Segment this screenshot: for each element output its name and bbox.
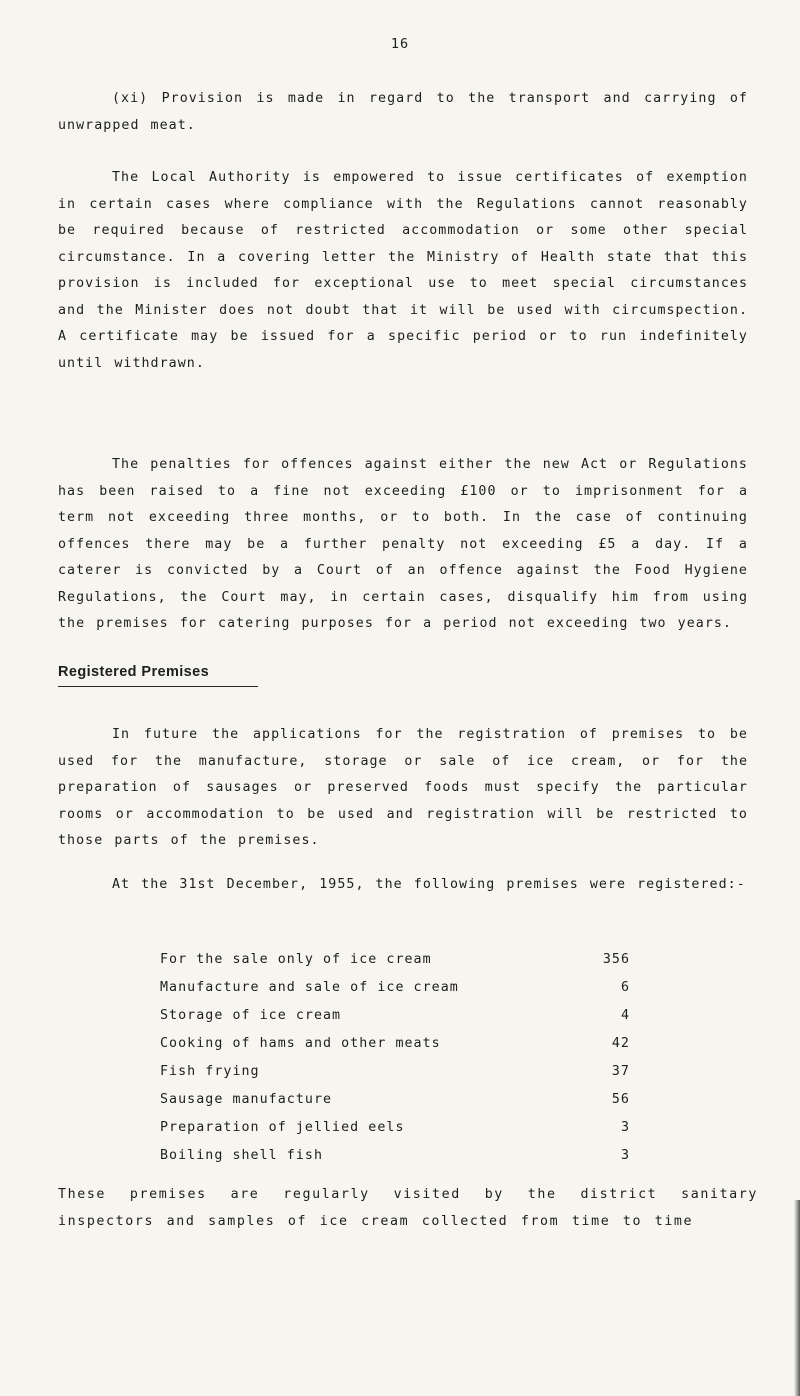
premises-count: 356 — [602, 952, 630, 967]
premises-count: 4 — [620, 1008, 630, 1023]
premises-count: 3 — [620, 1120, 630, 1135]
list-item — [160, 1142, 630, 1170]
premises-type: Cooking of hams and other meats — [160, 1036, 441, 1051]
list-item — [160, 946, 630, 974]
premises-type: For the sale only of ice cream — [160, 952, 432, 967]
heading-underline — [58, 686, 258, 687]
paragraph-registration-applications: In future the applications for the registration of premises to be used for the manufacture, storage or sale of ice cream, or for the preparation of sausages or preserved foods must specify the particular rooms or accommodation to be used and registration will be restricted to those parts of the premises. — [58, 727, 748, 848]
list-item — [160, 1086, 630, 1114]
premises-count: 42 — [611, 1036, 630, 1051]
premises-type: Storage of ice cream — [160, 1008, 342, 1023]
premises-count: 6 — [620, 980, 630, 995]
list-item — [160, 1030, 630, 1058]
list-item — [160, 1114, 630, 1142]
list-item — [160, 1002, 630, 1030]
paragraph-provision-xi: (xi) Provision is made in regard to the transport and carrying of unwrapped meat. — [58, 91, 748, 133]
premises-count: 56 — [611, 1092, 630, 1107]
paragraph-exemption-certificates: The Local Authority is empowered to issue certificates of exemption in certain cases where compliance with the Regulations cannot reasonably be required because of restricted accommodation or some other special circumstance. In a covering letter the Ministry of Health state that this provision is included for exceptional use to meet special circumstances and the Minister does not doubt that it will be used with circumspection. A certificate may be issued for a specific period or to run indefinitely until withdrawn. — [58, 170, 748, 371]
list-item — [160, 974, 630, 1002]
section-heading-registered-premises: Registered Premises — [58, 664, 210, 680]
premises-type: Boiling shell fish — [160, 1148, 323, 1163]
premises-count: 3 — [620, 1148, 630, 1163]
premises-type: Preparation of jellied eels — [160, 1120, 405, 1135]
page-number: 16 — [390, 36, 410, 52]
list-item — [160, 1058, 630, 1086]
premises-count: 37 — [611, 1064, 630, 1079]
premises-type: Fish frying — [160, 1064, 260, 1079]
paragraph-registered-intro: At the 31st December, 1955, the following premises were registered:- — [112, 877, 746, 892]
page-edge-shadow — [794, 1200, 800, 1396]
registered-premises-list — [160, 946, 630, 1170]
premises-type: Manufacture and sale of ice cream — [160, 980, 459, 995]
paragraph-penalties: The penalties for offences against either the new Act or Regulations has been raised to a fine not exceeding £100 or to imprisonment for a term not exceeding three months, or to both. In the case of continuing offences there may be a further penalty not exceeding £5 a day. If a caterer is convicted by a Court of an offence against the Food Hygiene Regulations, the Court may, in certain cases, disqualify him from using the premises for catering purposes for a period not exceeding two years. — [58, 457, 748, 631]
premises-type: Sausage manufacture — [160, 1092, 333, 1107]
paragraph-inspections: These premises are regularly visited by the district sanitary inspectors and samples of ice cream collected from time to time — [58, 1187, 758, 1229]
